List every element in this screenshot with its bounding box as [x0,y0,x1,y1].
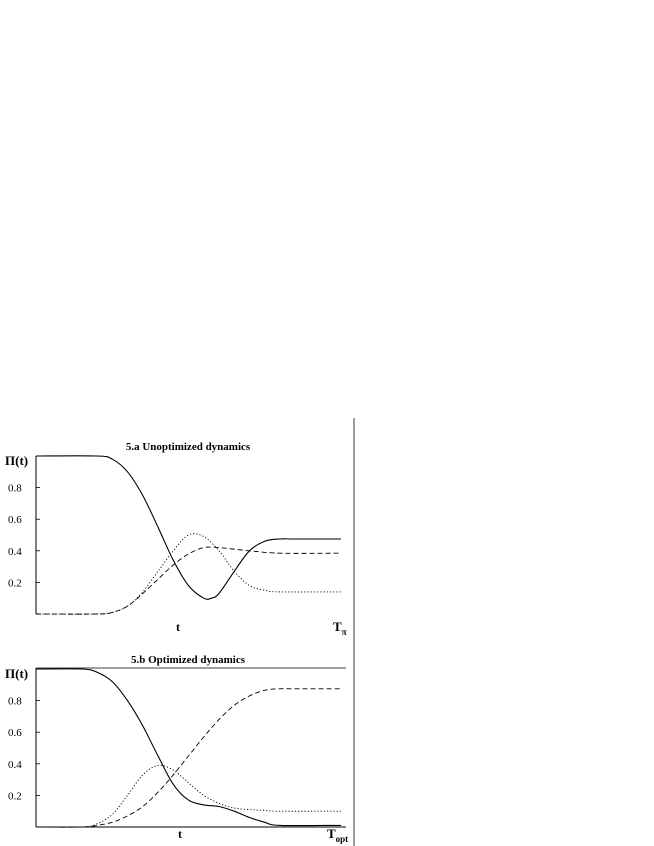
panel-a-y-tick-label: 0.2 [8,577,22,590]
panel-b-series-dotted [36,765,341,827]
panel-a [5,441,347,637]
panel-a-y-tick-label: 0.6 [8,514,22,527]
panel-b-x-end-sub: opt [335,834,349,844]
panel-a-series-solid [36,456,341,600]
panel-a-y-ticks [8,483,40,590]
panel-a-x-end-sub: π [341,627,347,637]
panel-b [5,654,348,844]
panel-b-x-end-main: T [327,826,336,841]
panel-a-y-tick-label: 0.8 [8,482,22,495]
panel-b-series-solid [36,669,341,826]
panel-a-series-dashed [36,547,341,614]
panel-a-series [36,456,341,614]
panel-b-x-end-label [327,826,348,844]
panel-a-title: 5.a Unoptimized dynamics [125,441,251,453]
panel-b-x-axis-label: t [178,827,182,841]
panel-a-x-end-main: T [333,619,342,634]
panel-b-series-dashed [36,689,341,827]
panel-b-y-axis-label: Π(t) [5,666,29,681]
panel-b-title: 5.b Optimized dynamics [131,654,245,666]
panel-b-y-tick-label: 0.4 [8,758,22,771]
panel-a-series-dotted [36,534,341,614]
panel-a-x-end-label [333,619,347,637]
panel-b-y-tick-label: 0.6 [8,727,22,740]
panel-b-y-tick-label: 0.2 [8,790,22,803]
panel-a-y-axis-label: Π(t) [5,453,29,468]
panel-b-series [36,669,341,827]
panel-a-x-axis-label: t [176,620,180,634]
panel-b-y-tick-label: 0.8 [8,695,22,708]
panel-b-y-ticks [8,696,40,803]
panel-a-y-tick-label: 0.4 [8,545,22,558]
